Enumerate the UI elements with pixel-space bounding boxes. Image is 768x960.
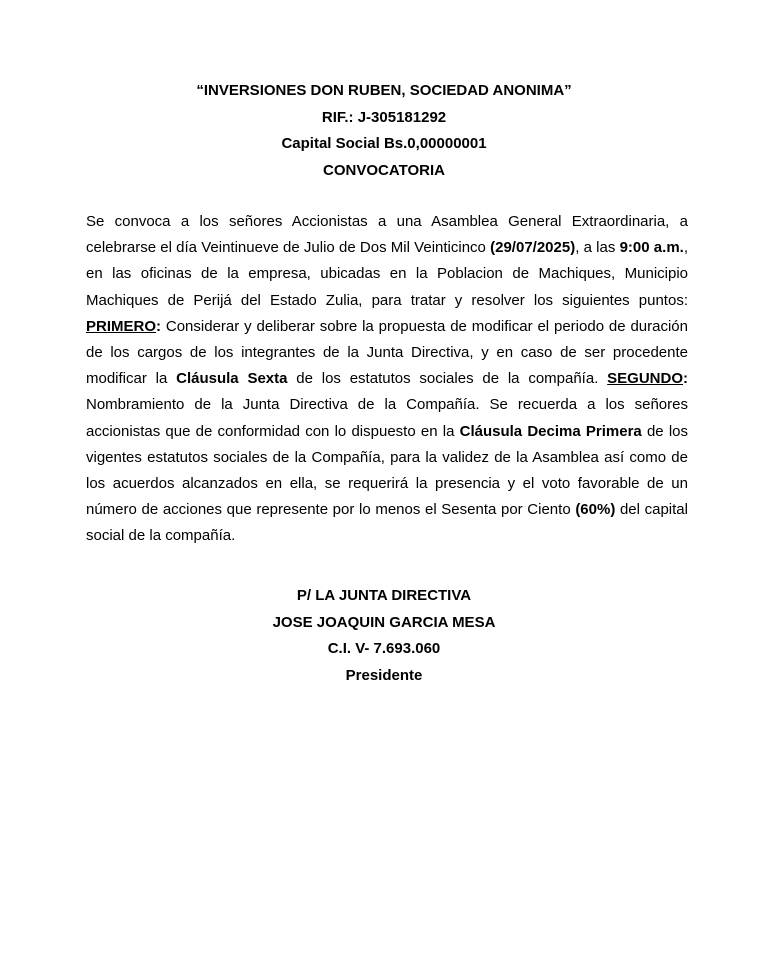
segundo-colon: :: [683, 370, 688, 388]
body-text-segment: de los vigentes estatutos sociales de la Compañía, para la validez de la Asamblea así como de los acuerdos alcanzados en ella, se requerirá la presencia y el voto favorable de un número de acciones que represente por lo menos el Sesenta por Ciento: [86, 422, 688, 519]
segundo-label: SEGUNDO: [607, 370, 683, 388]
primero-colon: :: [156, 317, 162, 335]
capital-social: Capital Social Bs.0,00000001: [281, 135, 487, 152]
meeting-date: (29/07/2025): [490, 239, 576, 257]
body-text-segment: Se convoca a los señores Accionistas a una Asamblea General Extraordinaria, a celebrarse el día Veintinueve de Julio de Dos Mil Veinticinco: [86, 213, 688, 257]
document-header: [0, 78, 768, 184]
body-text-segment: Considerar y deliberar sobre la propuesta de modificar el periodo de duración de los cargos de los integrantes de la Junta Directiva, y en caso de ser procedente modificar la: [86, 317, 688, 388]
signer-name: JOSE JOAQUIN GARCIA MESA: [272, 613, 496, 631]
company-name: “INVERSIONES DON RUBEN, SOCIEDAD ANONIMA”: [196, 82, 572, 99]
signer-id: C.I. V- 7.693.060: [327, 640, 441, 657]
signer-role: Presidente: [345, 666, 423, 684]
body-text-segment: Nombramiento de la Junta Directiva de la Compañía. Se recuerda a los señores accionistas que de conformidad con lo dispuesto en la: [86, 396, 688, 440]
signature-line-board: P/ LA JUNTA DIRECTIVA: [296, 587, 472, 604]
clausula-decima-primera: Cláusula Decima Primera: [459, 422, 642, 440]
body-text-segment: , en las oficinas de la empresa, ubicadas en la Poblacion de Machiques, Municipio Machiques de Perijá del Estado Zulia, para tratar y resolver los siguientes puntos:: [86, 239, 688, 309]
document-title: CONVOCATORIA: [323, 161, 445, 179]
meeting-time: 9:00 a.m.: [619, 239, 684, 257]
body-text-segment: del capital social de la compañía.: [86, 501, 688, 545]
clausula-sexta: Cláusula Sexta: [176, 370, 288, 388]
body-text-segment: de los estatutos sociales de la compañía.: [287, 370, 608, 388]
body-text-segment: , a las: [575, 239, 620, 257]
signature-block: [0, 583, 768, 689]
segundo-label-wrap: [607, 370, 688, 387]
required-percent: (60%): [575, 501, 616, 519]
primero-label: PRIMERO: [86, 317, 157, 335]
convocatoria-paragraph: [86, 209, 688, 550]
primero-label-wrap: [86, 318, 161, 335]
rif-number: RIF.: J-305181292: [321, 108, 447, 126]
